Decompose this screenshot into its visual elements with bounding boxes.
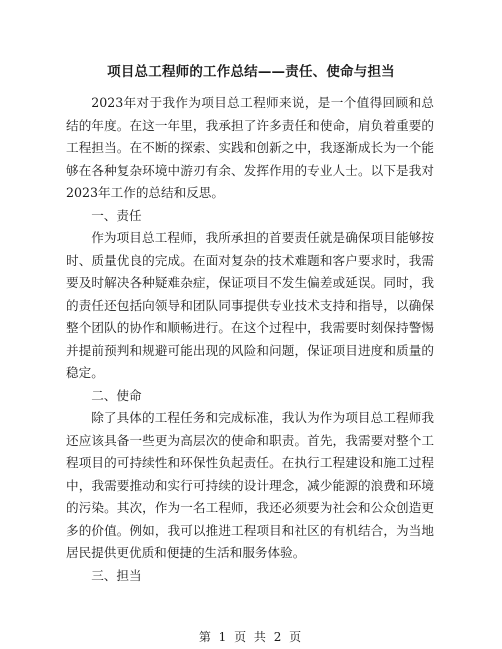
document-body: [66, 92, 434, 587]
document-title: 项目总工程师的工作总结——责任、使命与担当: [107, 64, 395, 80]
mission-paragraph: 除了具体的工程任务和完成标准，我认为作为项目总工程师我还应该具备一些更为高层次的使命和职责。首先，我需要对整个工程项目的可持续性和环保性负起责任。在执行工程建设和施工过程中，我需要推动和实行可持续的设计理念，减少能源的浪费和环境的污染。其次，作为一名工程师，我还必须要为社会和公众创造更多的价值。例如，我可以推进工程项目和社区的有机结合，为当地居民提供更优质和便捷的生活和服务体验。: [66, 410, 434, 560]
intro-paragraph: 2023年对于我作为项目总工程师来说，是一个值得回顾和总结的年度。在这一年里，我承担了许多责任和使命，肩负着重要的工程担当。在不断的探索、实践和创新之中，我逐渐成长为一个能够在各种复杂环境中游刃有余、发挥作用的专业人士。以下是我对2023年工作的总结和反思。: [66, 95, 434, 200]
page-number-footer: 第 1 页 共 2 页: [198, 630, 304, 644]
section-heading-mission: 二、使命: [91, 387, 142, 403]
section-heading-responsibility: 一、责任: [91, 207, 142, 223]
responsibility-paragraph: 作为项目总工程师，我所承担的首要责任就是确保项目能够按时、质量优良的完成。在面对复杂的技术难题和客户要求时，我需要及时解决各种疑难杂症，保证项目不发生偏差或延误。同时，我的责任还包括向领导和团队同事提供专业技术支持和指导，以确保整个团队的协作和顺畅进行。在这个过程中，我需要时刻保持警惕并提前预判和规避可能出现的风险和问题，保证项目进度和质量的稳定。: [66, 230, 434, 380]
section-heading-commitment: 三、担当: [91, 567, 142, 583]
